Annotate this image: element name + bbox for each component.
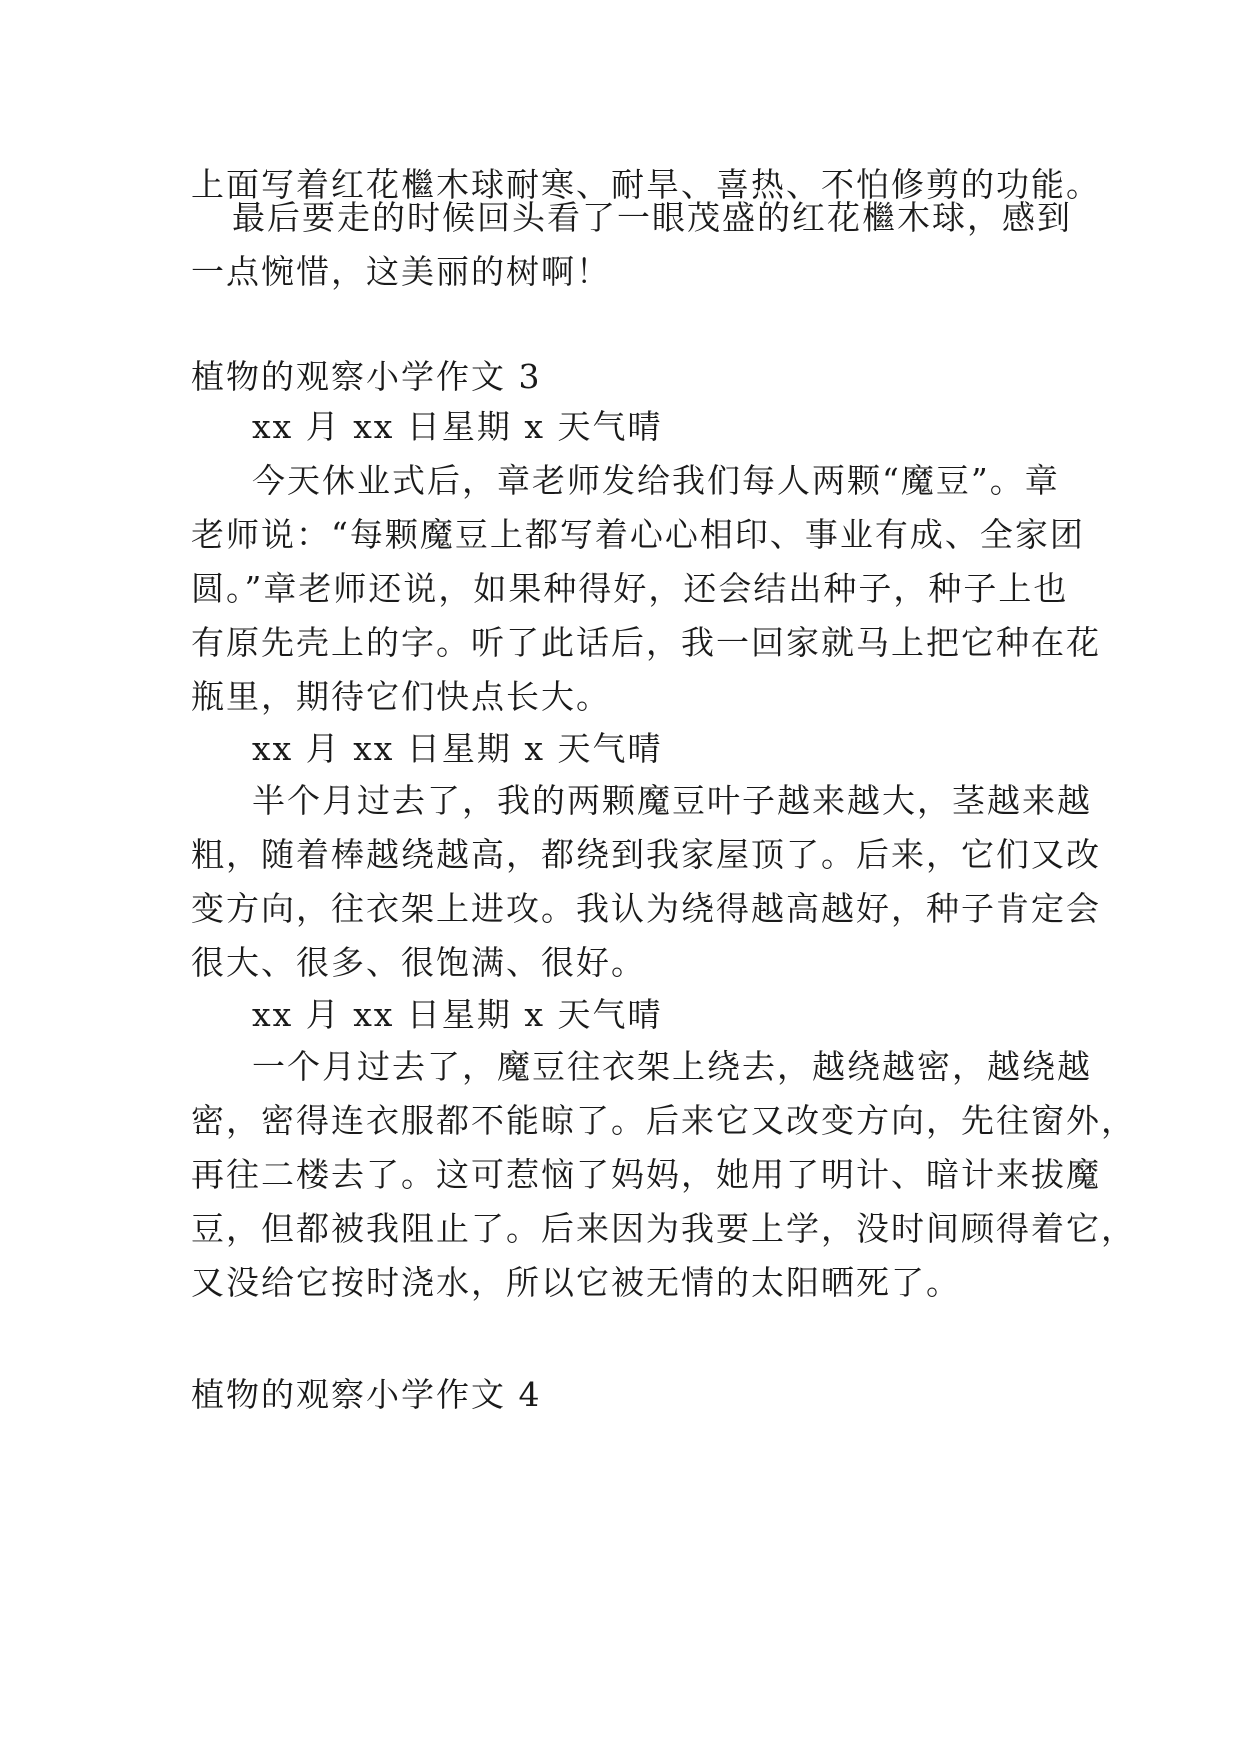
paragraph-line: 一个月过去了，魔豆往衣架上绕去，越绕越密，越绕越 — [252, 1047, 1092, 1086]
paragraph-line: 上面写着红花檵木球耐寒、耐旱、喜热、不怕修剪的功能。 — [191, 165, 1101, 204]
date-line: xx 月 xx 日星期 x 天气晴 — [252, 995, 663, 1034]
paragraph-line: 有原先壳上的字。听了此话后，我一回家就马上把它种在花 — [191, 623, 1101, 662]
paragraph-line: 一点惋惜，这美丽的树啊！ — [191, 252, 611, 291]
paragraph-line: 变方向，往衣架上进攻。我认为绕得越高越好，种子肯定会 — [191, 889, 1101, 928]
paragraph-line: 今天休业式后，章老师发给我们每人两颗“魔豆”。章 — [252, 461, 1060, 500]
section-heading: 植物的观察小学作文 3 — [191, 357, 542, 396]
section-heading: 植物的观察小学作文 4 — [191, 1375, 542, 1414]
paragraph-line: 密，密得连衣服都不能晾了。后来它又改变方向，先往窗外， — [191, 1101, 1136, 1140]
paragraph-line: 又没给它按时浇水，所以它被无情的太阳晒死了。 — [191, 1263, 961, 1302]
date-line: xx 月 xx 日星期 x 天气晴 — [252, 729, 663, 768]
paragraph-line: 再往二楼去了。这可惹恼了妈妈，她用了明计、暗计来拔魔 — [191, 1155, 1101, 1194]
date-line: xx 月 xx 日星期 x 天气晴 — [252, 407, 663, 446]
paragraph-line: 半个月过去了，我的两颗魔豆叶子越来越大，茎越来越 — [252, 781, 1092, 820]
paragraph-line: 很大、很多、很饱满、很好。 — [191, 943, 646, 982]
paragraph-line: 瓶里，期待它们快点长大。 — [191, 677, 611, 716]
paragraph-line: 粗，随着棒越绕越高，都绕到我家屋顶了。后来，它们又改 — [191, 835, 1101, 874]
paragraph-line: 圆。”章老师还说，如果种得好，还会结出种子，种子上也 — [191, 569, 1069, 608]
paragraph-line: 老师说：“每颗魔豆上都写着心心相印、事业有成、全家团 — [191, 515, 1085, 554]
paragraph-line: 豆，但都被我阻止了。后来因为我要上学，没时间顾得着它， — [191, 1209, 1136, 1248]
paragraph-line: 最后要走的时候回头看了一眼茂盛的红花檵木球，感到 — [232, 198, 1072, 237]
